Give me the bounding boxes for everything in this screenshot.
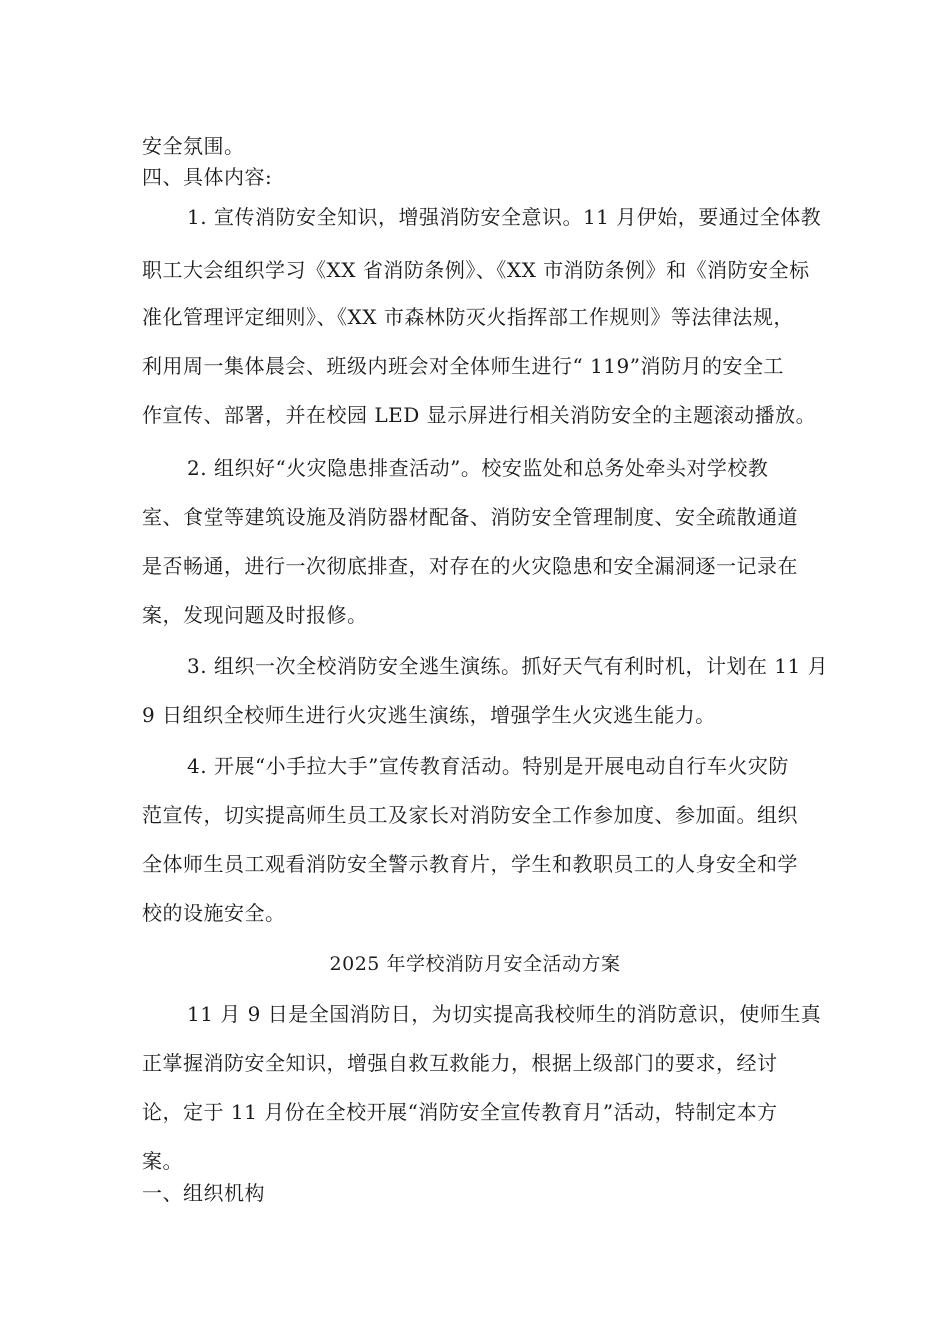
- text-line: 安全氛围。: [142, 134, 245, 158]
- paragraph-line: 案，发现问题及时报修。: [142, 603, 368, 627]
- document-title: 2025 年学校消防月安全活动方案: [329, 953, 621, 975]
- paragraph-line: 2. 组织好“火灾隐患排查活动”。校安监处和总务处牵头对学校教: [187, 456, 769, 480]
- paragraph-line: 全体师生员工观看消防安全警示教育片，学生和教职员工的人身安全和学: [142, 852, 798, 876]
- paragraph-line: 作宣传、部署，并在校园 LED 显示屏进行相关消防安全的主题滚动播放。: [142, 403, 817, 427]
- paragraph-line: 正掌握消防安全知识，增强自救互救能力，根据上级部门的要求，经讨: [142, 1051, 778, 1075]
- paragraph-line: 9 日组织全校师生进行火灾逃生演练，增强学生火灾逃生能力。: [142, 703, 716, 727]
- paragraph-line: 论，定于 11 月份在全校开展“消防安全宣传教育月”活动，特制定本方: [142, 1100, 778, 1124]
- section-heading: 四、具体内容:: [142, 165, 273, 189]
- paragraph-line: 3. 组织一次全校消防安全逃生演练。抓好天气有利时机，计划在 11 月: [187, 654, 829, 678]
- paragraph-line: 11 月 9 日是全国消防日，为切实提高我校师生的消防意识，使师生真: [187, 1002, 822, 1026]
- paragraph-line: 是否畅通，进行一次彻底排查，对存在的火灾隐患和安全漏洞逐一记录在: [142, 554, 798, 578]
- paragraph-line: 1. 宣传消防安全知识，增强消防安全意识。11 月伊始，要通过全体教: [187, 205, 822, 229]
- section-heading: 一、组织机构: [142, 1181, 265, 1205]
- paragraph-line: 职工大会组织学习《XX 省消防条例》、《XX 市消防条例》和《消防安全标: [142, 258, 810, 282]
- paragraph-line: 案。: [142, 1149, 183, 1173]
- paragraph-line: 利用周一集体晨会、班级内班会对全体师生进行“ 119”消防月的安全工: [142, 354, 784, 378]
- paragraph-line: 准化管理评定细则》、《XX 市森林防灭火指挥部工作规则》等法律法规，: [142, 305, 794, 329]
- paragraph-line: 室、食堂等建筑设施及消防器材配备、消防安全管理制度、安全疏散通道: [142, 505, 798, 529]
- paragraph-line: 校的设施安全。: [142, 901, 286, 925]
- paragraph-line: 4. 开展“小手拉大手”宣传教育活动。特别是开展电动自行车火灾防: [187, 754, 789, 778]
- paragraph-line: 范宣传，切实提高师生员工及家长对消防安全工作参加度、参加面。组织: [142, 803, 798, 827]
